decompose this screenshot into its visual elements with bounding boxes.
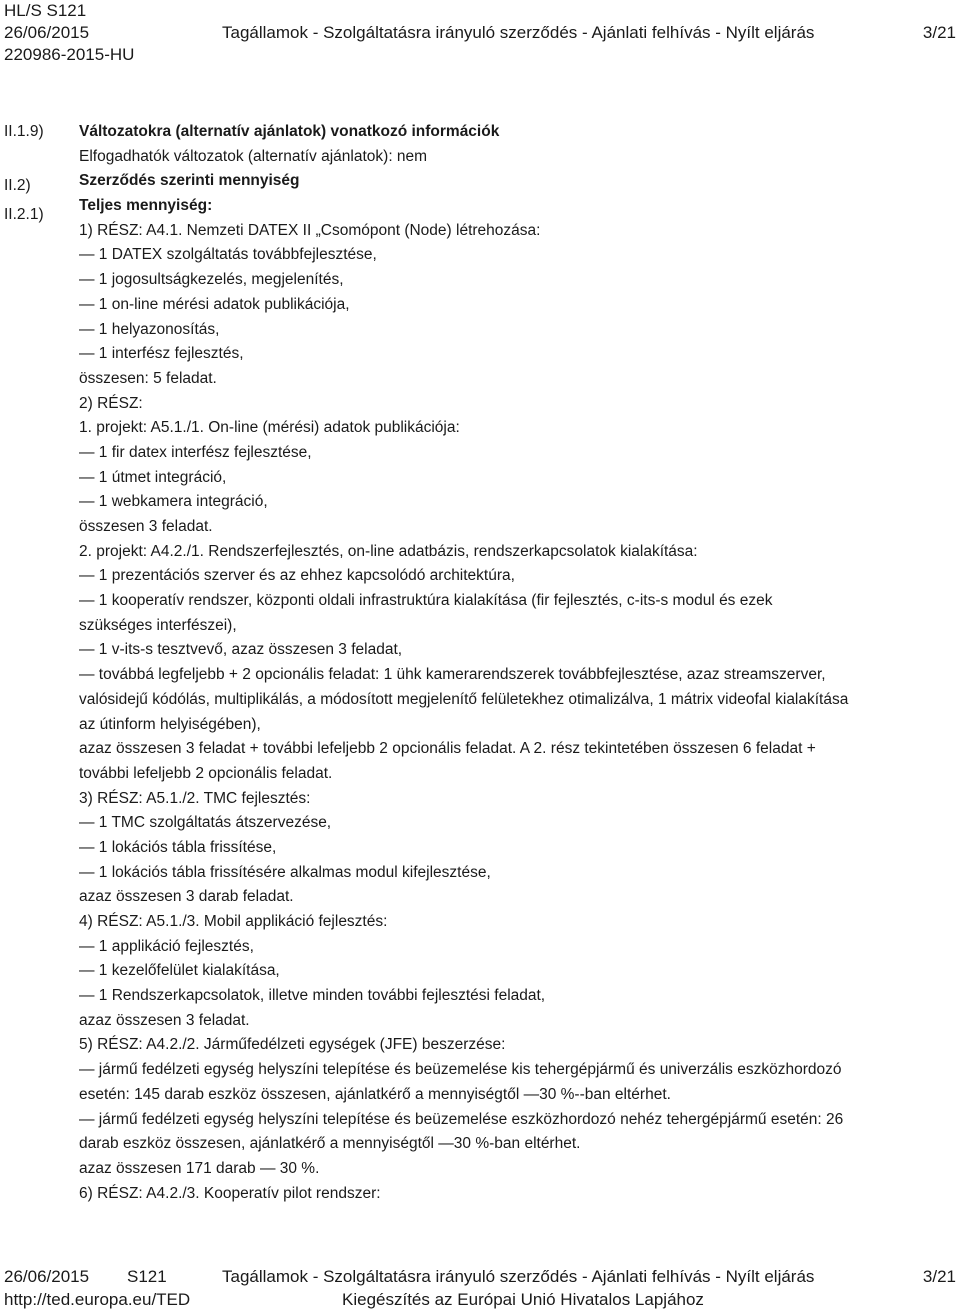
text-line: — 1 fir datex interfész fejlesztése, — [79, 443, 312, 461]
text-line: 5) RÉSZ: A4.2./2. Járműfedélzeti egységek (JFE) beszerzése: — [79, 1036, 506, 1054]
footer-publisher: Kiegészítés az Európai Unió Hivatalos Lapjához — [342, 1290, 704, 1309]
text-line: — 1 jogosultságkezelés, megjelenítés, — [79, 271, 344, 289]
text-line: azaz összesen 3 darab feladat. — [79, 888, 294, 906]
text-line: szükséges interfészei), — [79, 616, 237, 634]
section-number-ii-2-1: II.2.1) — [4, 206, 44, 223]
section-heading: Teljes mennyiség: — [79, 197, 213, 215]
text-line: darab eszköz összesen, ajánlatkérő a mennyiségtől —30 %-ban eltérhet. — [79, 1135, 581, 1153]
text-line: — jármű fedélzeti egység helyszíni telepítése és beüzemelése eszközhordozó nehéz tehergépjármű esetén: 26 — [79, 1110, 844, 1128]
text-line: 3) RÉSZ: A5.1./2. TMC fejlesztés: — [79, 789, 311, 807]
text-line: esetén: 145 darab eszköz összesen, ajánlatkérő a mennyiségtől —30 %--ban eltérhet. — [79, 1085, 671, 1103]
text-line: azaz összesen 3 feladat. — [79, 1011, 250, 1029]
text-line: összesen 3 feladat. — [79, 518, 213, 535]
section-heading: Szerződés szerinti mennyiség — [79, 172, 300, 190]
header-date: 26/06/2015 — [4, 23, 90, 42]
text-line: — jármű fedélzeti egység helyszíni telepítése és beüzemelése kis tehergépjármű és univerzális eszközhordozó — [79, 1061, 842, 1079]
header-title: Tagállamok - Szolgáltatásra irányuló szerződés - Ajánlati felhívás - Nyílt eljárás — [222, 23, 815, 42]
text-line: — 1 prezentációs szerver és az ehhez kapcsolódó architektúra, — [79, 567, 515, 585]
text-line: 6) RÉSZ: A4.2./3. Kooperatív pilot rendszer: — [79, 1184, 381, 1202]
text-line: azaz összesen 171 darab — 30 %. — [79, 1159, 320, 1177]
text-line: további lefeljebb 2 opcionális feladat. — [79, 764, 333, 782]
text-line: — továbbá legfeljebb + 2 opcionális feladat: 1 ühk kamerarendszerek továbbfejlesztése, azaz streamszerver, — [79, 666, 826, 684]
text-line: — 1 v-its-s tesztvevő, azaz összesen 3 feladat, — [79, 641, 403, 659]
text-line: — 1 on-line mérési adatok publikációja, — [79, 295, 350, 313]
text-line: — 1 kezelőfelület kialakítása, — [79, 962, 280, 980]
section-number-ii-1-9: II.1.9) — [4, 123, 44, 140]
text-line: — 1 kooperatív rendszer, központi oldali infrastruktúra kialakítása (fir fejlesztés, c-its-s modul és ezek — [79, 592, 773, 610]
text-line: — 1 helyazonosítás, — [79, 320, 220, 338]
section-body — [79, 120, 957, 1206]
text-line: összesen: 5 feladat. — [79, 369, 217, 387]
document-id: 220986-2015-HU — [4, 45, 135, 64]
section-number-ii-2: II.2) — [4, 177, 31, 194]
text-line: — 1 applikáció fejlesztés, — [79, 937, 254, 955]
journal-code: HL/S S121 — [4, 1, 87, 20]
footer-page-number: 3/21 — [922, 1267, 956, 1286]
text-line: — 1 útmet integráció, — [79, 468, 227, 486]
text-line: 1) RÉSZ: A4.1. Nemzeti DATEX II „Csomópont (Node) létrehozása: — [79, 221, 541, 239]
section-heading: Változatokra (alternatív ajánlatok) vonatkozó információk — [79, 123, 500, 140]
text-line: — 1 TMC szolgáltatás átszervezése, — [79, 814, 332, 832]
text-line: — 1 webkamera integráció, — [79, 493, 268, 511]
text-line: 2) RÉSZ: — [79, 394, 143, 412]
footer-journal-code: S121 — [127, 1267, 167, 1286]
text-line: — 1 Rendszerkapcsolatok, illetve minden további fejlesztési feladat, — [79, 987, 546, 1005]
text-line: Elfogadhatók változatok (alternatív ajánlatok): nem — [79, 147, 428, 165]
footer-title: Tagállamok - Szolgáltatásra irányuló szerződés - Ajánlati felhívás - Nyílt eljárás — [222, 1267, 815, 1286]
text-line: — 1 interfész fejlesztés, — [79, 345, 244, 363]
text-line: — 1 DATEX szolgáltatás továbbfejlesztése, — [79, 246, 377, 264]
text-line: — 1 lokációs tábla frissítésére alkalmas modul kifejlesztése, — [79, 863, 491, 881]
header-page-number: 3/21 — [922, 23, 956, 42]
text-line: valósidejű kódólás, multiplikálás, a módosított megjelenítő felületekhez otimalizálva, 1 mátrix videofal kialakítása — [79, 690, 849, 708]
text-line: azaz összesen 3 feladat + további lefeljebb 2 opcionális feladat. A 2. rész tekintetében összesen 6 feladat + — [79, 740, 816, 758]
text-line: — 1 lokációs tábla frissítése, — [79, 838, 277, 856]
text-line: 2. projekt: A4.2./1. Rendszerfejlesztés, on-line adatbázis, rendszerkapcsolatok kialakítása: — [79, 542, 698, 560]
footer-url[interactable]: http://ted.europa.eu/TED — [4, 1290, 191, 1309]
text-line: az útinform helyiségében), — [79, 715, 261, 733]
footer-date: 26/06/2015 — [4, 1267, 90, 1286]
text-line: 4) RÉSZ: A5.1./3. Mobil applikáció fejlesztés: — [79, 913, 388, 930]
text-line: 1. projekt: A5.1./1. On-line (mérési) adatok publikációja: — [79, 419, 460, 437]
